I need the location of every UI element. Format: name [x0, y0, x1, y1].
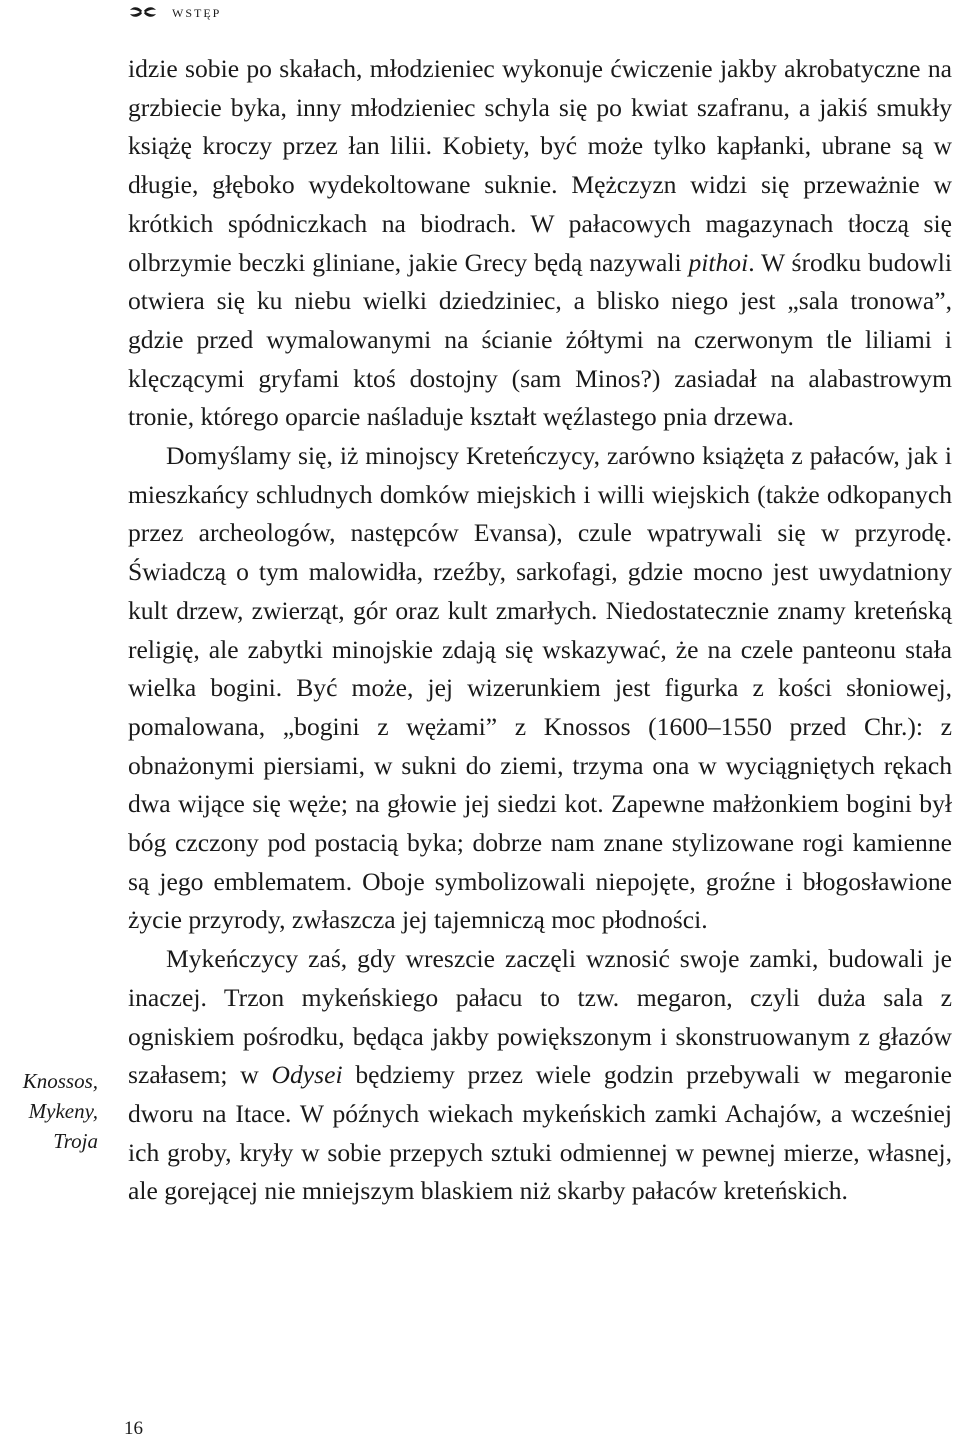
- paragraph-1: [128, 50, 952, 437]
- text-segment: Domyślamy się, iż minojscy Kreteńczycy, zarówno książęta z pałaców, jak i mieszkańcy schludnych domków miejskich i willi wiejskich (także odkopanych przez archeologów, następców Evansa), czule wpatrywali się w przyrodę. Świadczą o tym malowidła, rzeźby, sarkofagi, gdzie mocno jest uwydatniony kult drzew, zwierząt, gór oraz kult zmarłych. Niedostatecznie znamy kreteńską religię, ale zabytki minojskie zdają się wskazywać, że na czele panteonu stała wielka bogini. Być może, jej wizerunkiem jest figurka z kości słoniowej, pomalowana, „bogini z wężami” z Knossos (1600–1550 przed Chr.): z obnażonymi piersiami, w sukni do ziemi, trzyma ona w wyciągniętych rękach dwa wijące się węże; na głowie jej siedzi kot. Zapewne małżonkiem bogini był bóg czczony pod postacią byka; dobrze nam znane stylizowane rogi kamienne są jego emblematem. Oboje symbolizowali niepojęte, groźne i błogosławione życie przyrody, zwłaszcza jej tajemniczą moc płodności.: [128, 441, 952, 935]
- margin-note-line: Knossos,: [22, 1069, 98, 1093]
- paragraph-3: [128, 940, 952, 1211]
- italic-term-pithoi: pithoi: [688, 247, 749, 277]
- italic-title-odysei: Odysei: [271, 1060, 343, 1090]
- body-text: [128, 50, 952, 1211]
- margin-note-line: Mykeny,: [28, 1099, 98, 1123]
- page-number: 16: [124, 1418, 143, 1439]
- text-segment: . W środku budowli otwiera się ku niebu wielki dziedziniec, a blisko niego jest „sala tronowa”, gdzie przed wymalowanymi na ścianie żółtymi na czerwonym tle liliami i klęczącymi gryfami ktoś dostojny (sam Minos?) zasiadał na alabastrowym tronie, którego oparcie naśladuje kształt węźlastego pnia drzewa.: [128, 247, 952, 432]
- running-header: [128, 0, 221, 24]
- paragraph-2: [128, 437, 952, 940]
- text-segment: będziemy przez wiele godzin przebywali w megaronie dworu na Itace. W późnych wiekach mykeńskich zamki Achajów, a wcześniej ich groby, kryły w sobie przepych sztuki odmiennej w pewnej mierze, własnej, ale gorejącej nie mniejszym blaskiem niż skarby pałaców kreteńskich.: [128, 1060, 952, 1206]
- chapter-title: wstęp: [172, 2, 222, 21]
- margin-note-line: Troja: [53, 1129, 98, 1153]
- margin-note: [2, 1066, 98, 1156]
- text-segment: idzie sobie po skałach, młodzieniec wykonuje ćwiczenie jakby akrobatyczne na grzbiecie byka, inny młodzieniec schyla się po kwiat szafranu, a jakiś smukły książę kroczy przez łan lilii. Kobiety, być może tylko kapłanki, ubrane są w długie, głęboko wydekoltowane suknie. Mężczyzn widzi się przeważnie w krótkich spódniczkach na biodrach. W pałacowych magazynach tłoczą się olbrzymie beczki gliniane, jakie Grecy będą nazywali: [128, 54, 952, 277]
- text-segment: Mykeńczycy zaś, gdy wreszcie zaczęli wznosić swoje zamki, budowali je inaczej. Trzon mykeńskiego pałacu to tzw. megaron, czyli duża sala z ogniskiem pośrodku, będąca jakby powiększonym i skonstruowanym z głazów szałasem; w: [128, 944, 952, 1090]
- fleuron-icon: [128, 4, 158, 20]
